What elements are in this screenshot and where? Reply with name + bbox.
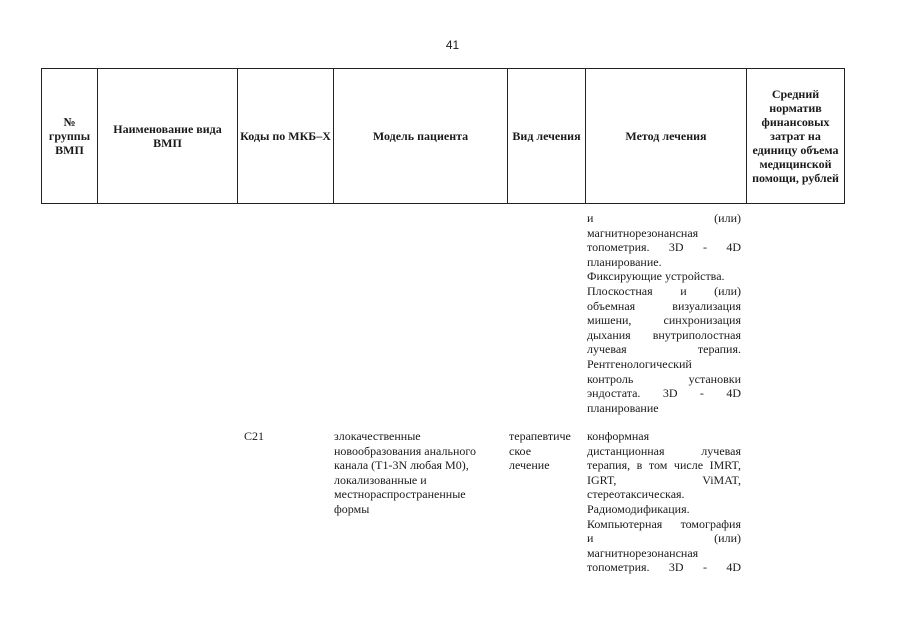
model-line: местнораспространенные [334,487,466,502]
method-line: лучевая терапия. [587,342,741,357]
method-line: топометрия. 3D - 4D [587,240,741,255]
page-number: 41 [445,38,460,52]
model-line: новообразования анального [334,443,476,458]
method-line: дистанционная лучевая [587,443,741,458]
table-header [41,68,845,204]
method-line: и (или) [587,531,741,546]
model-line: локализованные и [334,472,427,487]
method-line: объемная визуализация [587,298,741,313]
method-line: контроль установки [587,371,741,386]
type-line: терапевтиче [509,429,571,443]
method-line: терапия, в том числе IMRT, [587,458,741,473]
header-cost: Средний норматив финансовых затрат на единицу объема медицинской помощи, рублей [747,69,845,204]
header-treatment-type: Вид лечения [508,69,586,204]
header-group-number: № группы ВМП [42,69,98,204]
code-cell: C21 [244,429,265,443]
method-line: дыхания внутриполостная [587,327,741,342]
method-line: Плоскостная и (или) [587,283,741,298]
type-line: лечение [509,458,550,473]
method-block-1 [587,211,741,415]
method-line: эндостата. 3D - 4D [587,386,741,401]
method-line: IGRT, ViMAT, [587,472,741,487]
model-line: злокачественные [334,429,421,443]
header-name: Наименование вида ВМП [98,69,238,204]
method-line: Фиксирующие устройства. [587,269,725,284]
method-line: планирование. [587,254,662,269]
method-line: и (или) [587,211,741,225]
patient-model-cell [334,429,504,517]
method-line: мишени, синхронизация [587,313,741,328]
method-line: стереотаксическая. [587,487,685,502]
treatment-type-cell [509,429,581,473]
method-line: планирование [587,400,659,415]
header-codes: Коды по МКБ–Х [238,69,334,204]
method-line: конформная [587,429,650,443]
method-block-2 [587,429,741,575]
method-line: магнитнорезонансная [587,225,699,240]
header-patient-model: Модель пациента [334,69,508,204]
type-line: ское [509,443,532,458]
method-line: Рентгенологический [587,356,692,371]
method-line: Компьютерная томография [587,516,741,531]
method-line: Радиомодификация. [587,501,690,516]
model-line: формы [334,501,370,516]
model-line: канала (T1-3N любая M0), [334,458,469,473]
method-line: топометрия. 3D - 4D [587,560,741,575]
header-method: Метод лечения [586,69,747,204]
method-line: магнитнорезонансная [587,545,699,560]
